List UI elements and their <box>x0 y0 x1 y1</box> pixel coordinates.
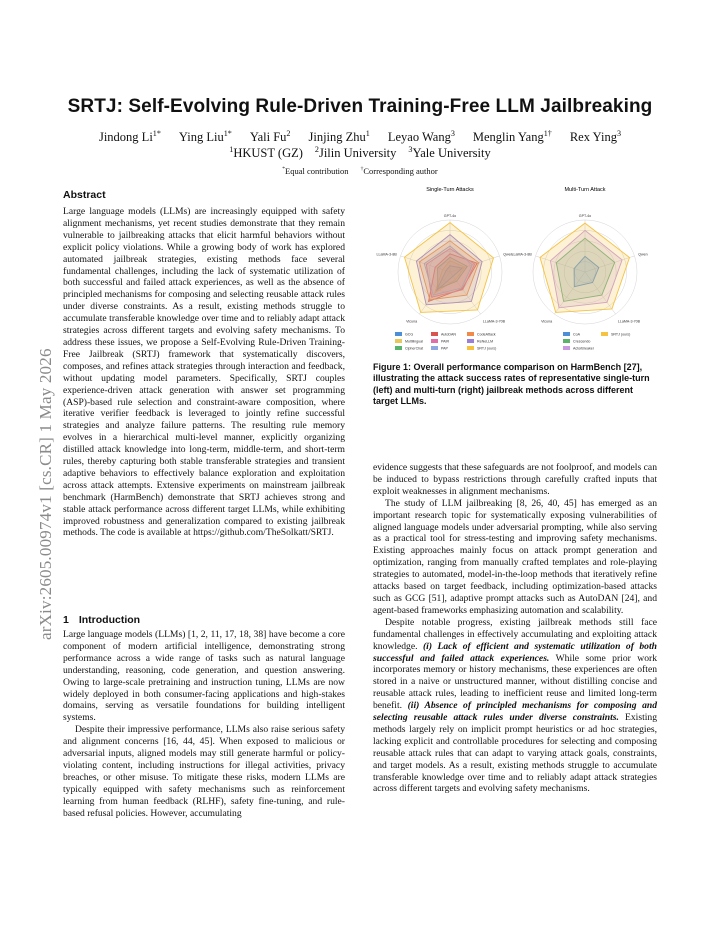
legend-swatch <box>431 346 438 350</box>
author-name: Yali Fu$^2$ <box>249 128 291 144</box>
paper-title: SRTJ: Self-Evolving Rule-Driven Training-Free LLM Jailbreaking <box>67 96 653 117</box>
legend-label: Multilingual <box>405 339 423 344</box>
legend-label: SRTJ (ours) <box>477 346 497 351</box>
author-name: Jindong $Li^{1*}$ <box>98 128 161 144</box>
paragraph <box>373 617 657 796</box>
legend-label: Crescendo <box>573 339 591 344</box>
author-affiliation-mark: 3 <box>616 128 622 138</box>
legend-swatch <box>563 332 570 336</box>
series-polygon <box>540 223 630 312</box>
author-affiliation-mark: 1* <box>223 128 232 138</box>
legend-label: GCG <box>405 332 414 337</box>
chart-title: Single-Turn Attacks <box>426 187 474 193</box>
legend-label: AutoDAN <box>441 332 456 337</box>
text-run: Despite notable progress, existing jailbreak methods still face fundamental challenges in effectively accumulating and exploiting attack knowledge. <box>373 616 657 652</box>
axis-label: Vicuna <box>406 319 418 324</box>
figure-caption-text: Overall performance comparison on HarmBench [27], illustrating the attack success rates of representative single-turn (left) and multi-turn (right) jailbreak methods across different target LLMs. <box>373 362 650 406</box>
paragraph: evidence suggests that these safeguards are not foolproof, and models can be induced to bypass restrictions through carefully crafted inputs that exploit weaknesses in alignment mechanisms. <box>373 462 657 497</box>
author-affiliation-mark: 1* <box>152 128 161 138</box>
series-polygon <box>405 223 494 313</box>
section-title: Introduction <box>78 614 141 626</box>
figure-label: Figure 1: <box>373 362 412 372</box>
abstract-text: Large language models (LLMs) are increasingly equipped with safety alignment mechanisms, yet recent studies demonstrate that they remain vulnerable to jailbreaking attacks that elicit harmful behaviors without explicit policy violations. While a growing body of work has explored automated jailbreak strategies, existing methods face several fundamental challenges, including the lack of systematic utilization of both successful and failed attack experiences, as well as the absence of principled mechanisms for composing and selecting reusable attack rules under diverse constraints. As a result, existing methods struggle to accumulate transferable knowledge over time and to reliably adapt attack strategies across different targets and evolving safety mechanisms. To address these issues, we propose a Self-Evolving Rule-Driven Training-Free Jailbreak (SRTJ) framework that systematically discovers, composes, and refines attack strategies through interaction and feedback, without updating model parameters. Specifically, SRTJ couples experience-driven attack generation with answer set programming (ASP)-based rule selection and constraint-aware composition, where iterative verifier feedback is leveraged to jointly refine successful strategies and analyze failure patterns. The resulting rule memory evolves in a hierarchical multi-level manner, explicitly organizing distilled attack knowledge into long-term, middle-term, and short-term rules, thereby capturing both stable transferable strategies and transient adaptive behaviors to effectively balance exploration and exploitation across attack attempts. Extensive experiments on mainstream jailbreak benchmark (HarmBench) demonstrate that SRTJ achieves strong and stable attack performance across different target LLMs, while exhibiting improved robustness and generalization compared to existing jailbreak methods. The code is available at https://github.com/TheSolkatt/SRTJ. <box>63 206 345 539</box>
figure-caption <box>373 362 657 407</box>
axis-label: Qwen <box>638 252 648 257</box>
axis-label: LLaMA-3-70B <box>482 319 506 324</box>
author-name: Rex Ying$^3$ <box>569 128 622 144</box>
affiliation: $^3$Yale University <box>408 144 491 160</box>
legend-swatch <box>563 346 570 350</box>
section-heading-introduction <box>63 614 140 626</box>
author-name: Menglin Yang$^{1\dagger}$ <box>472 128 552 144</box>
text-run: While some prior work incorporates memory or history mechanisms, these experiences are often stored in a naive or unstructured manner, without distilling concise and reusable attack rules, leading to inefficient reuse and limited long-term benefit. <box>373 652 657 712</box>
axis-label: LLaMA-3-70B <box>617 319 641 324</box>
emphasis-challenge-1: (i) Lack of efficient and systematic utilization of both successful and failed attack experiences. <box>373 640 657 664</box>
affiliation: $^2$Jilin University <box>314 144 397 160</box>
section-number: 1 <box>63 614 69 626</box>
abstract-heading: Abstract <box>63 189 106 201</box>
author-note: *Equal contribution <box>282 166 349 176</box>
author-name: Leyao Wang$^3$ <box>387 128 455 144</box>
axis-label: Vicuna <box>541 319 553 324</box>
legend-swatch <box>467 346 474 350</box>
legend-swatch <box>601 332 608 336</box>
author-name: Ying Liu$^{1*}$ <box>178 128 232 144</box>
paragraph: Despite their impressive performance, LLMs also raise serious safety and alignment concerns [16, 44, 45]. When exposed to malicious or adversarial inputs, aligned models may still generate harmful or policy-violating content, including instructions for illegal activities, privacy breaches, or other misuse. To mitigate these risks, modern LLMs are typically equipped with safety mechanisms such as reinforcement learning from human feedback (RLHF), safety fine-tuning, and rule-based refusal policies. However, accumulating <box>63 724 345 819</box>
legend-swatch <box>431 339 438 343</box>
text-run: Existing methods largely rely on implicit prompt heuristics or ad hoc strategies, lacking explicit and controllable procedures for selecting and composing reusable attack rules that can adapt to varying attack goals, constraints, and target models. As a result, existing methods struggle to accumulate transferable knowledge over time and to reliably adapt attack strategies across different targets and evolving safety mechanisms. <box>373 712 658 795</box>
author-list <box>0 129 720 145</box>
axis-label: Qwen <box>503 252 513 257</box>
author-notes <box>0 166 720 176</box>
axis-label: GPT-4o <box>578 214 592 218</box>
author-name: Jinjing Zhu$^1$ <box>308 128 370 144</box>
legend-swatch <box>395 332 402 336</box>
legend-swatch <box>563 339 570 343</box>
legend-swatch <box>395 346 402 350</box>
author-note: †Corresponding author <box>360 166 438 176</box>
author-affiliation-mark: 3 <box>450 128 455 138</box>
legend-label: CoA <box>573 332 580 337</box>
paragraph: Large language models (LLMs) [1, 2, 11, 17, 18, 38] have become a core component of modern artificial intelligence, demonstrating strong performance across a wide range of tasks such as natural language understanding, reasoning, code generation, and question answering. Owing to large-scale pretraining and instruction tuning, LLMs are now widely deployed in both consumer-facing applications and high-stakes domains, serving as versatile foundations for building intelligent systems. <box>63 629 345 724</box>
legend-label: CodeAttack <box>477 332 496 337</box>
radar-charts-svg <box>373 184 657 359</box>
right-column-text <box>373 462 657 795</box>
affiliation: $^1$HKUST (GZ) <box>229 144 303 160</box>
paragraph: The study of LLM jailbreaking [8, 26, 40, 45] has emerged as an important research topic for systematically exposing vulnerabilities of aligned language models under adversarial prompting, while also serving as a practical tool for stress-testing and improving safety mechanisms. Existing approaches mainly focus on attack prompt generation and optimization, ranging from manually crafted templates and role-playing strategies to automated, model-in-the-loop methods that iteratively refine attacks based on target feedback, including optimization-based attacks such as GCG [51], adaptive prompt attacks such as AutoDAN [24], and agent-based frameworks emphasizing automation and scalability. <box>373 497 657 616</box>
arxiv-identifier: arXiv:2605.00974v1 [cs.CR] 1 May 2026 <box>36 348 55 640</box>
legend-swatch <box>431 332 438 336</box>
figure-radar-charts <box>373 184 657 359</box>
legend-swatch <box>467 332 474 336</box>
legend-swatch <box>395 339 402 343</box>
chart-title: Multi-Turn Attack <box>564 187 606 193</box>
legend-label: ActorBreaker <box>573 346 594 351</box>
affiliation-list <box>0 146 720 161</box>
introduction-left-column <box>63 629 345 820</box>
axis-label: LLaMA-3-8B <box>376 252 397 257</box>
author-affiliation-mark: 2 <box>286 128 291 138</box>
legend-label: PAP <box>441 346 448 351</box>
axis-label: LLaMA-3-8B <box>511 252 532 257</box>
legend-label: CipherChat <box>405 346 424 351</box>
legend-label: SRTJ (ours) <box>611 332 631 337</box>
legend-swatch <box>467 339 474 343</box>
axis-label: GPT-4o <box>443 214 457 218</box>
emphasis-challenge-2: (ii) Absence of principled mechanisms for composing and selecting reusable attack rules under diverse constraints. <box>373 700 658 724</box>
legend-label: ReNeLLM <box>477 339 494 344</box>
author-affiliation-mark: 1 <box>365 128 370 138</box>
legend-label: PAIR <box>441 339 450 344</box>
author-affiliation-mark: 1† <box>543 128 552 138</box>
